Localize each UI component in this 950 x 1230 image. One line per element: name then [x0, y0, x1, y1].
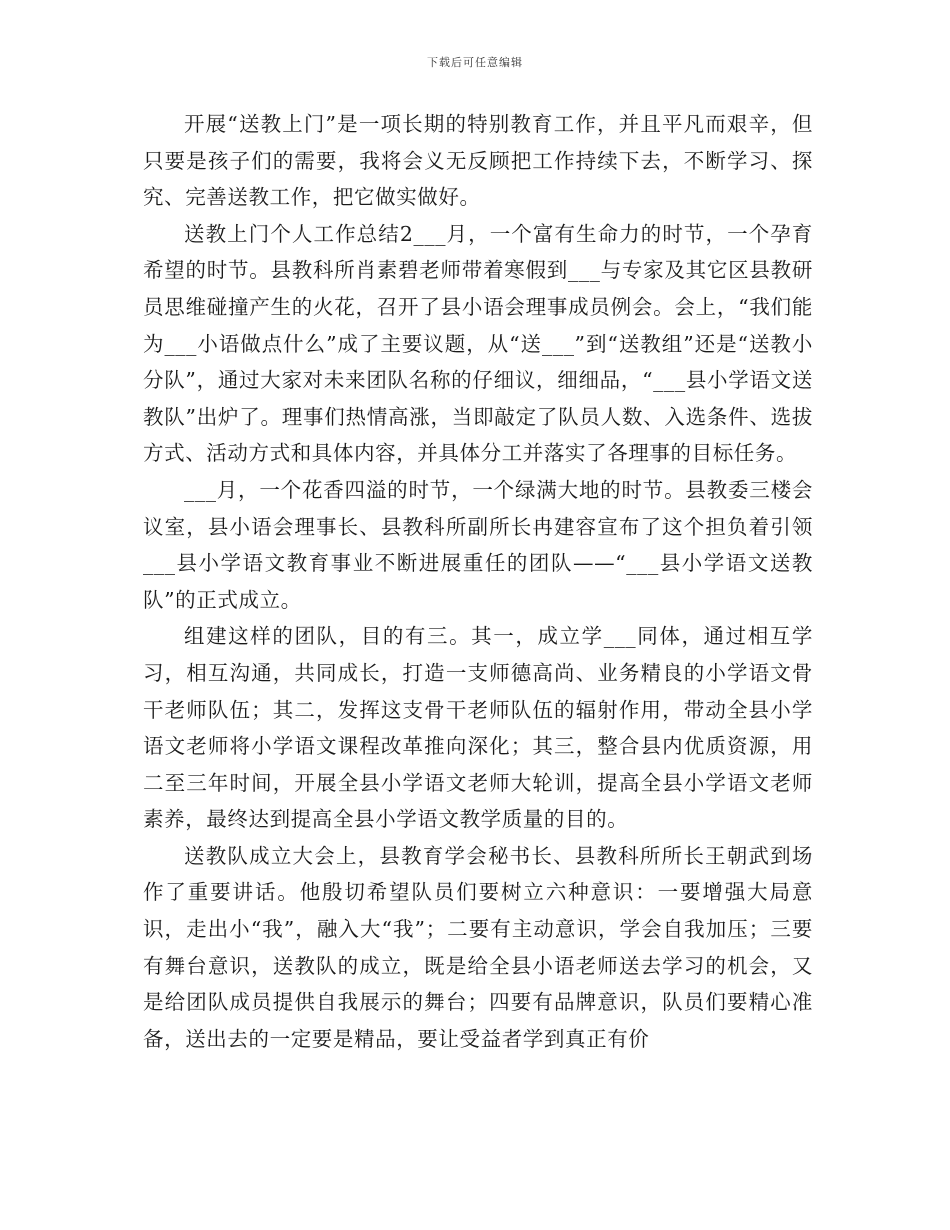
paragraph-2: 送教上门个人工作总结2___月，一个富有生命力的时节，一个孕育希望的时节。县教科所肖素碧老师带着寒假到___与专家及其它区县教研员思维碰撞产生的火花，召开了县小语会理事成员例会。会上，“我们能为___小语做点什么”成了主要议题，从“送___”到“送教组”还是“送教小分队”，通过大家对未来团队名称的仔细议，细细品，“___县小学语文送教队”出炉了。理事们热情高涨，当即敲定了队员人数、入选条件、选拔方式、活动方式和具体内容，并具体分工并落实了各理事的目标任务。	[143, 221, 813, 466]
paragraph-1: 开展“送教上门”是一项长期的特别教育工作，并且平凡而艰辛，但只要是孩子们的需要，我将会义无反顾把工作持续下去，不断学习、探究、完善送教工作，把它做实做好。	[143, 112, 813, 210]
paragraph-4: 组建这样的团队，目的有三。其一，成立学___同体，通过相互学习，相互沟通，共同成长，打造一支师德高尚、业务精良的小学语文骨干老师队伍；其二，发挥这支骨干老师队伍的辐射作用，带动全县小学语文老师将小学语文课程改革推向深化；其三，整合县内优质资源，用二至三年时间，开展全县小学语文老师大轮训，提高全县小学语文老师素养，最终达到提高全县小学语文教学质量的目的。	[143, 624, 813, 832]
page-header-note: 下载后可任意编辑	[427, 56, 523, 69]
paragraph-3: ___月，一个花香四溢的时节，一个绿满大地的时节。县教委三楼会议室，县小语会理事长、县教科所副所长冉建容宣布了这个担负着引领___县小学语文教育事业不断进展重任的团队——“___县小学语文送教队”的正式成立。	[143, 477, 813, 612]
paragraph-5: 送教队成立大会上，县教育学会秘书长、县教科所所长王朝武到场作了重要讲话。他殷切希望队员们要树立六种意识：一要增强大局意识，走出小“我”，融入大“我”；二要有主动意识，学会自我加压；三要有舞台意识，送教队的成立，既是给全县小语老师送去学习的机会，又是给团队成员提供自我展示的舞台；四要有品牌意识，队员们要精心准备，送出去的一定要是精品，要让受益者学到真正有价	[143, 843, 813, 1051]
document-body	[143, 106, 813, 1057]
